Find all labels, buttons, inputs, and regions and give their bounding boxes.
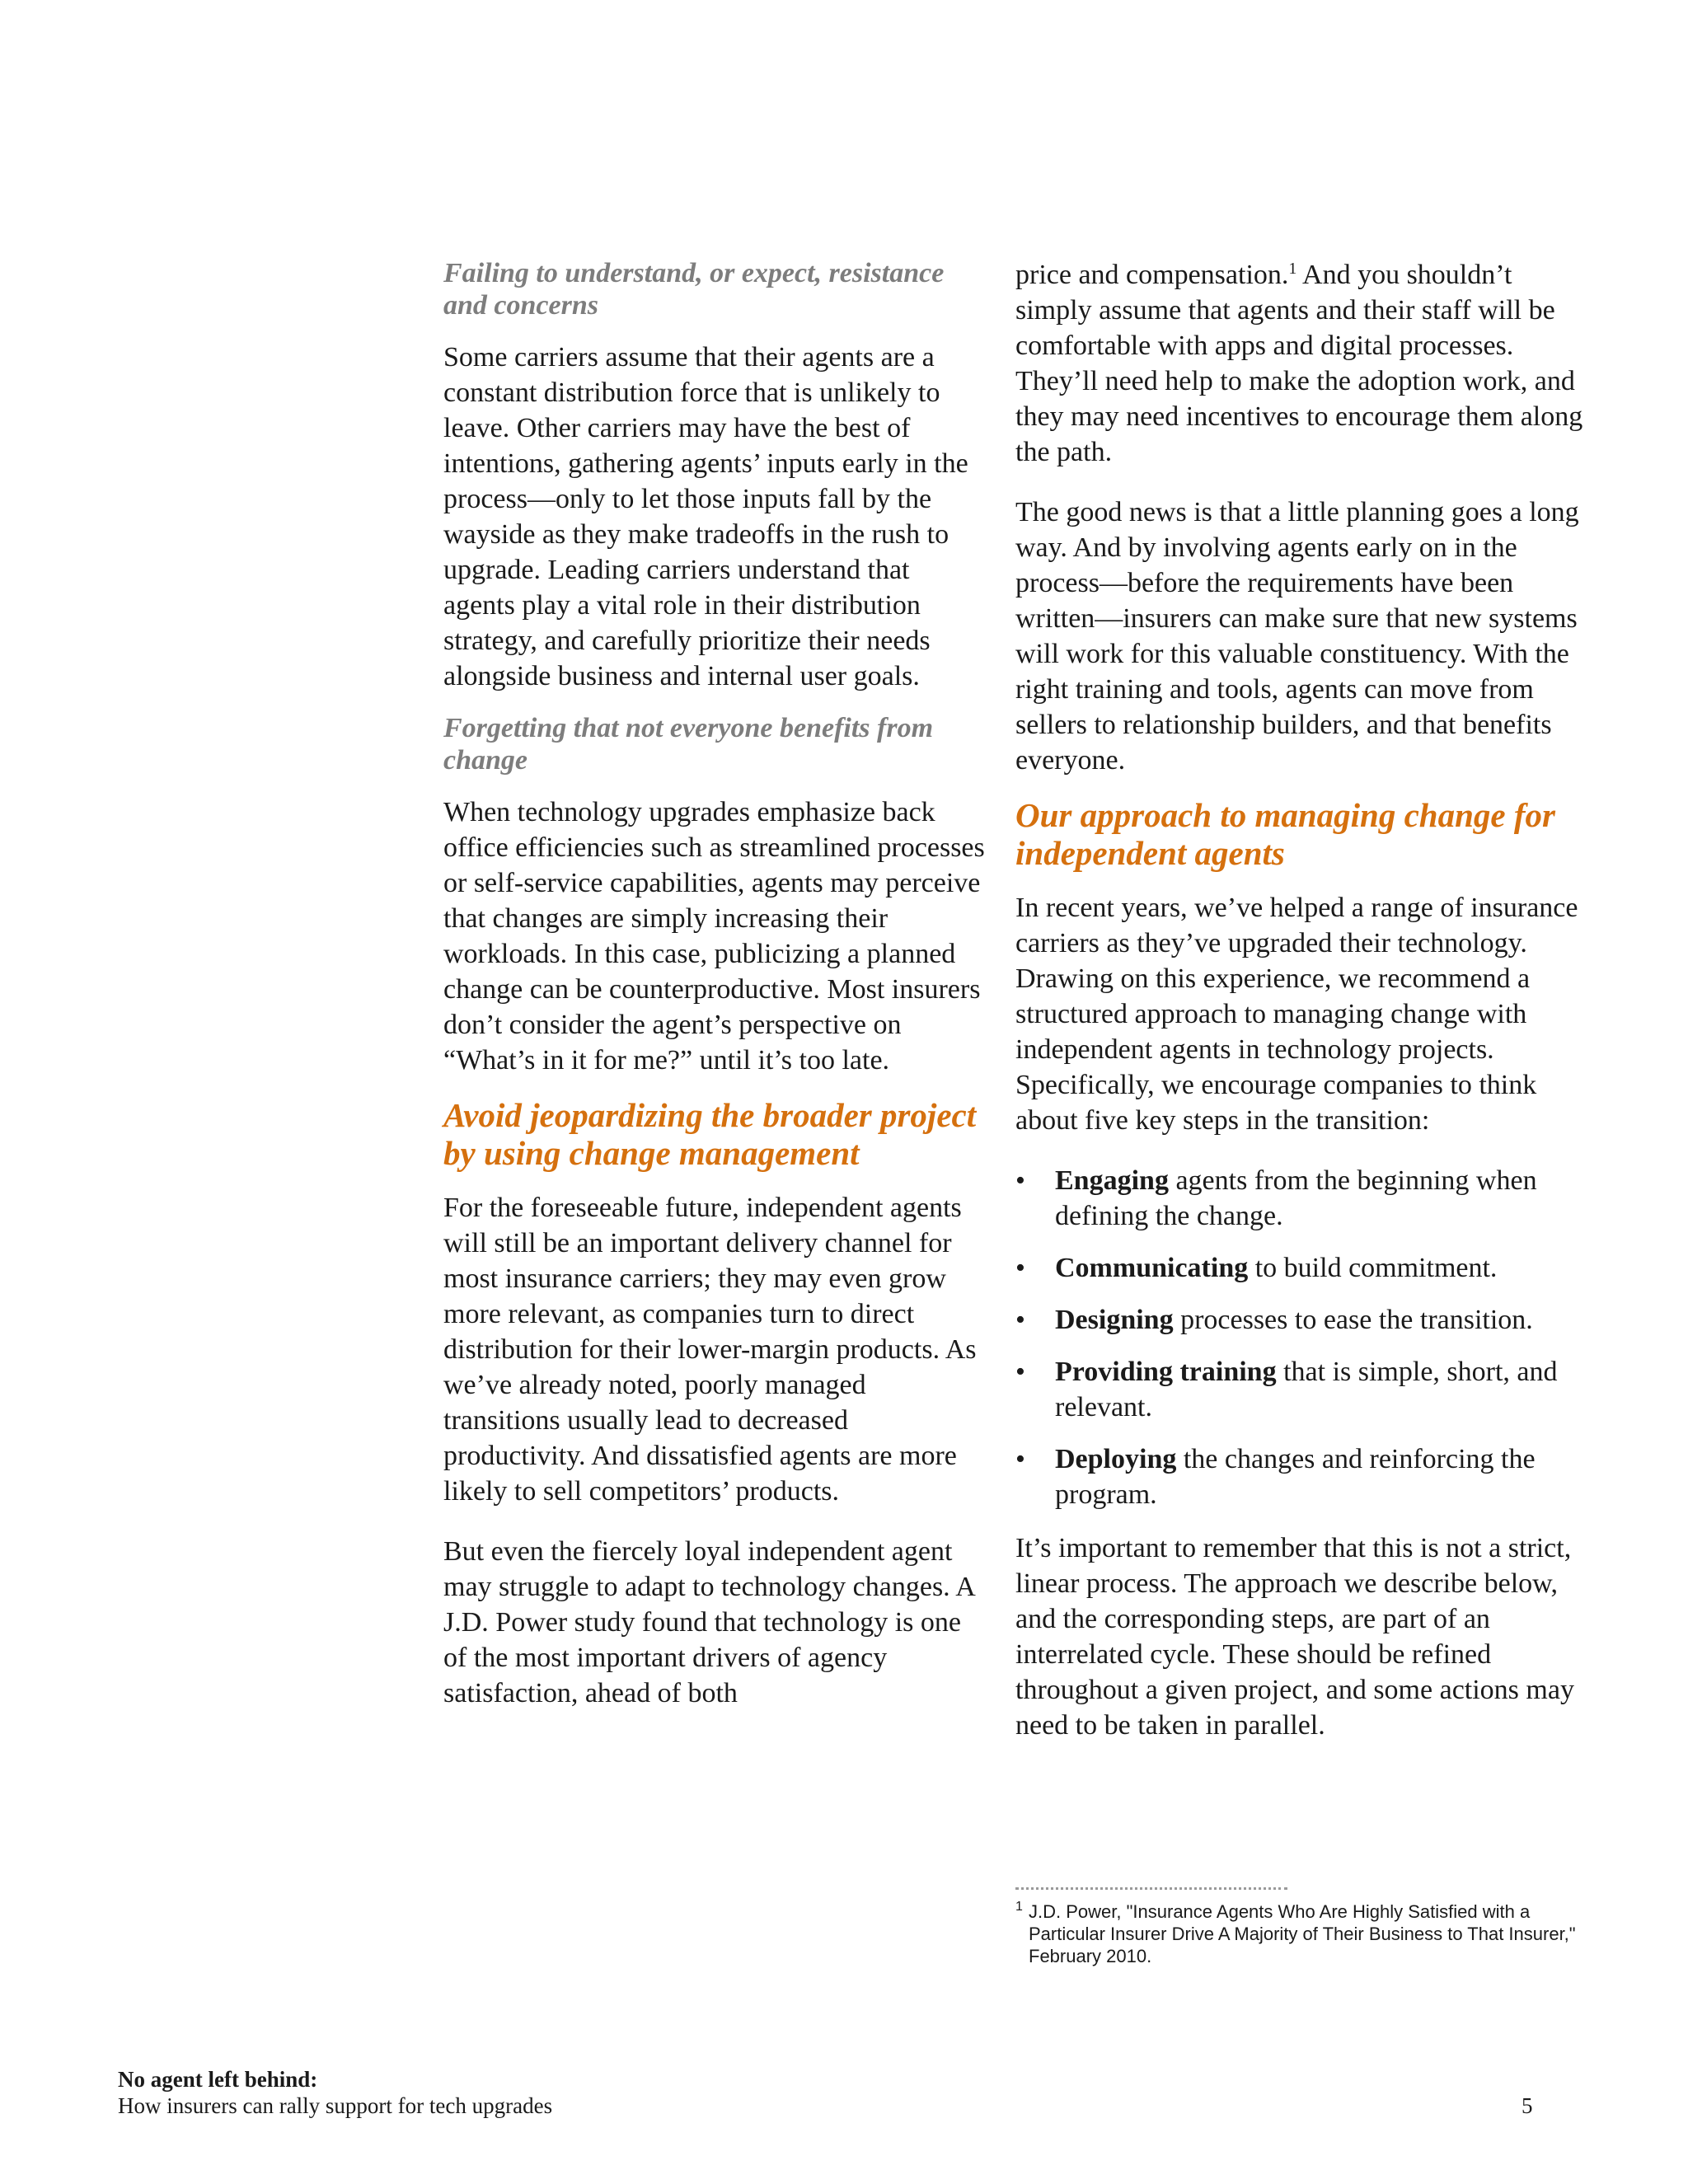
subhead-resistance: Failing to understand, or expect, resistance and concerns	[443, 258, 945, 321]
footnote-reference: 1	[1288, 260, 1297, 278]
bullet-text: that is simple, short, and relevant.	[1055, 1357, 1558, 1422]
paragraph-recent-years: In recent years, we’ve helped a range of insurance carriers as they’ve upgraded their technology. Drawing on this experience, we recommend a structured approach to managing change with independent agents in technology projects. Specifically, we encourage companies to think about five key steps in the transition:	[1015, 893, 1578, 1136]
list-item	[1015, 1441, 1592, 1512]
list-item	[1015, 1302, 1592, 1338]
page-number: 5	[1522, 2093, 1533, 2118]
compensation-text-rest: And you shouldn’t simply assume that agents and their staff will be comfortable with apps and digital processes. They’ll need help to make the adoption work, and they may need incentives to encourage them along the path.	[1015, 260, 1583, 467]
compensation-text-start: price and compensation.	[1015, 260, 1289, 290]
right-column	[1015, 257, 1592, 1743]
subhead-benefits: Forgetting that not everyone benefits from change	[443, 713, 934, 776]
heading-avoid-jeopardizing: Avoid jeopardizing the broader project by using change management	[443, 1096, 977, 1172]
bullet-term: Communicating	[1055, 1253, 1249, 1283]
list-item	[1015, 1163, 1592, 1234]
key-steps-list	[1015, 1163, 1592, 1512]
bullet-text: to build commitment.	[1248, 1253, 1498, 1283]
list-item	[1015, 1250, 1592, 1286]
heading-our-approach: Our approach to managing change for independent agents	[1015, 796, 1555, 872]
bullet-term: Engaging	[1055, 1165, 1169, 1196]
paragraph-foreseeable-future: For the foreseeable future, independent agents will still be an important delivery channel for most insurance carriers; they may even grow more relevant, as companies turn to direct distribution for their lower-margin products. As we’ve already noted, poorly managed transitions usually lead to decreased productivity. And dissatisfied agents are more likely to sell competitors’ products.	[443, 1193, 977, 1507]
footnote	[1015, 1900, 1576, 1967]
list-item	[1015, 1354, 1592, 1425]
left-column	[443, 257, 987, 1711]
bullet-term: Deploying	[1055, 1444, 1177, 1474]
paragraph-not-linear: It’s important to remember that this is not a strict, linear process. The approach we describe below, and the corresponding steps, are part of an interrelated cycle. These should be refined throughout a given project, and some actions may need to be taken in parallel.	[1015, 1533, 1574, 1741]
bullet-term: Providing training	[1055, 1357, 1277, 1387]
paragraph-compensation	[1015, 257, 1592, 470]
footnote-mark: 1	[1015, 1900, 1023, 1914]
footnote-text: J.D. Power, "Insurance Agents Who Are Highly Satisfied with a Particular Insurer Drive A Majority of Their Business to That Insurer," February 2010.	[1029, 1901, 1576, 1966]
footnote-divider	[1015, 1887, 1287, 1890]
footer-title: No agent left behind:	[118, 2067, 318, 2092]
paragraph-loyal-agent: But even the fiercely loyal independent agent may struggle to adapt to technology changes. A J.D. Power study found that technology is one of the most important drivers of agency satisfaction, ahead of both	[443, 1536, 974, 1708]
bullet-text: the changes and reinforcing the program.	[1055, 1444, 1536, 1510]
paragraph-benefits: When technology upgrades emphasize back office efficiencies such as streamlined processes or self-service capabilities, agents may perceive that changes are simply increasing their workloads. In this case, publicizing a planned change can be counterproductive. Most insurers don’t consider the agent’s perspective on “What’s in it for me?” until it’s too late.	[443, 797, 985, 1076]
paragraph-resistance: Some carriers assume that their agents are a constant distribution force that is unlikely to leave. Other carriers may have the best of intentions, gathering agents’ inputs early in the process—only to let those inputs fall by the wayside as they make tradeoffs in the rush to upgrade. Leading carriers understand that agents play a vital role in their distribution strategy, and carefully prioritize their needs alongside business and internal user goals.	[443, 342, 968, 691]
bullet-term: Designing	[1055, 1305, 1174, 1335]
paragraph-good-news: The good news is that a little planning goes a long way. And by involving agents early on in the process—before the requirements have been written—insurers can make sure that new systems will work for this valuable constituency. With the right training and tools, agents can move from sellers to relationship builders, and that benefits everyone.	[1015, 497, 1579, 776]
footer-subtitle: How insurers can rally support for tech upgrades	[118, 2093, 553, 2118]
bullet-text: processes to ease the transition.	[1173, 1305, 1533, 1335]
bullet-text: agents from the beginning when defining the change.	[1055, 1165, 1537, 1231]
